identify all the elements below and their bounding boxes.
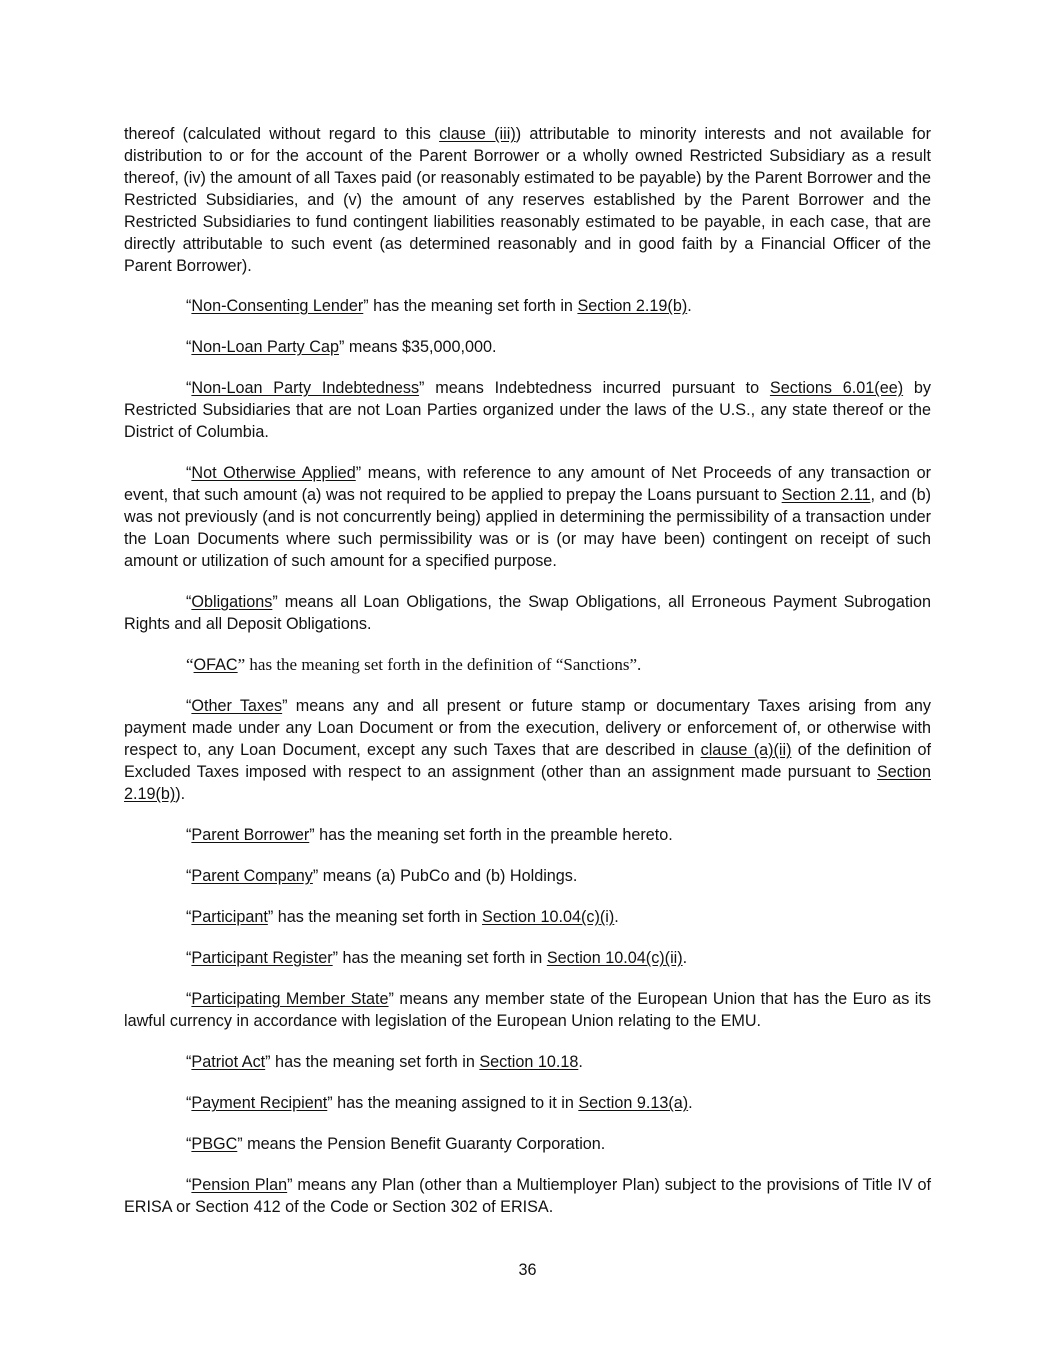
text-run: . [614, 908, 619, 926]
section-reference: Section 10.18 [479, 1053, 579, 1071]
definition-patriot-act: “Patriot Act” has the meaning set forth in Section 10.18. [186, 1053, 583, 1071]
defined-term: Non-Loan Party Indebtedness [191, 379, 420, 397]
definition-participant-register: “Participant Register” has the meaning set forth in Section 10.04(c)(ii). [186, 949, 688, 967]
text-run: ) attributable to minority interests and not available for distribution to or for the account of the Parent Borrower or a wholly owned Restricted Subsidiary as a result thereof, (iv) the amount of all Taxes paid (or reasonably estimated to be payable) by the Parent Borrower and the Restricted Subsidiaries, and (v) the amount of any reserves established by the Parent Borrower and the Restricted Subsidiaries to fund contingent liabilities reasonably estimated to be payable, in each case, that are directly attributable to such event (as determined reasonably and in good faith by a Financial Officer of the Parent Borrower). [124, 125, 931, 275]
text-run: ” has the meaning set forth in [332, 949, 547, 967]
text-run: . [688, 1094, 693, 1112]
open-quote: “ [186, 655, 194, 674]
defined-term: Obligations [191, 593, 273, 611]
document-page-body [124, 123, 931, 1237]
text-run: ” has the meaning set forth in [265, 1053, 480, 1071]
text-run: . [578, 1053, 583, 1071]
definition-payment-recipient: “Payment Recipient” has the meaning assigned to it in Section 9.13(a). [186, 1094, 693, 1112]
section-reference: Section 10.04(c)(ii) [546, 949, 683, 967]
defined-term: PBGC [191, 1135, 238, 1153]
definition-obligations: “Obligations” means all Loan Obligations, the Swap Obligations, all Erroneous Payment Subrogation Rights and all Deposit Obligations. [124, 593, 931, 633]
text-run: thereof (calculated without regard to this [124, 125, 440, 143]
text-run: ” means $35,000,000. [338, 338, 497, 356]
definition-non-loan-party-indebtedness: “Non-Loan Party Indebtedness” means Indebtedness incurred pursuant to Sections 6.01(ee) by Restricted Subsidiaries that are not Loan Parties organized under the laws of the U.S., any state thereof or the District of Columbia. [124, 379, 931, 441]
defined-term: Participant [191, 908, 268, 926]
text-run: ” means any and all present or future stamp or documentary Taxes arising from any payment made under any Loan Document or from the execution, delivery or enforcement of, or otherwise with respect to, any Loan Document, except any such Taxes that are described in [124, 697, 931, 759]
definition-pbgc: “PBGC” means the Pension Benefit Guaranty Corporation. [186, 1135, 606, 1153]
definition-non-consenting-lender: “Non-Consenting Lender” has the meaning set forth in Section 2.19(b). [186, 297, 692, 315]
definition-participant: “Participant” has the meaning set forth in Section 10.04(c)(i). [186, 908, 619, 926]
text-run: ” has the meaning set forth in [267, 908, 483, 926]
defined-term: Parent Borrower [191, 826, 310, 844]
text-run: ” means all Loan Obligations, the Swap Obligations, all Erroneous Payment Subrogation Rights and all Deposit Obligations. [124, 593, 931, 633]
text-run: ” means the Pension Benefit Guaranty Corporation. [237, 1135, 606, 1153]
text-run: by Restricted Subsidiaries that are not Loan Parties organized under the laws of the U.S., any state thereof or the District of Columbia. [124, 379, 931, 441]
defined-term: OFAC [193, 656, 238, 674]
clause-reference: clause (a)(ii) [700, 741, 792, 759]
defined-term: Non-Loan Party Cap [191, 338, 339, 356]
text-run: ” means any Plan (other than a Multiemployer Plan) subject to the provisions of Title IV of ERISA or Section 412 of the Code or Section 302 of ERISA. [124, 1176, 931, 1216]
defined-term: Patriot Act [191, 1053, 266, 1071]
intro-paragraph [124, 123, 931, 277]
section-reference: Section 9.13(a) [578, 1094, 689, 1112]
definition-ofac [124, 654, 931, 676]
text-run: . [687, 297, 692, 315]
text-run: ” has the meaning set forth in the definition of “Sanctions”. [237, 655, 642, 674]
section-reference: Section 10.04(c)(i) [482, 908, 615, 926]
definition-parent-borrower: “Parent Borrower” has the meaning set forth in the preamble hereto. [186, 826, 673, 844]
section-reference: Sections 6.01(ee) [769, 379, 904, 397]
section-reference: Section 2.19(b) [124, 763, 931, 803]
defined-term: Non-Consenting Lender [191, 297, 364, 315]
defined-term: Participating Member State [191, 990, 389, 1008]
text-run: ” means (a) PubCo and (b) Holdings. [312, 867, 578, 885]
text-run: of the definition of Excluded Taxes imposed with respect to an assignment (other than an assignment made pursuant to [124, 741, 931, 781]
text-run: ” has the meaning assigned to it in [327, 1094, 579, 1112]
text-run: ” has the meaning set forth in [363, 297, 578, 315]
defined-term: Other Taxes [191, 697, 283, 715]
text-run: ” has the meaning set forth in the preamble hereto. [309, 826, 673, 844]
page-number: 36 [518, 1261, 537, 1279]
definition-other-taxes: “Other Taxes” means any and all present or future stamp or documentary Taxes arising from any payment made under any Loan Document or from the execution, delivery or enforcement of, or otherwise with respect to, any Loan Document, except any such Taxes that are described in clause (a)(ii) of the definition of Excluded Taxes imposed with respect to an assignment (other than an assignment made pursuant to Section 2.19(b)). [124, 697, 931, 803]
definition-pension-plan: “Pension Plan” means any Plan (other than a Multiemployer Plan) subject to the provisions of Title IV of ERISA or Section 412 of the Code or Section 302 of ERISA. [124, 1176, 931, 1216]
section-reference: Section 2.11 [781, 486, 871, 504]
defined-term: Not Otherwise Applied [191, 464, 356, 482]
text-run: ” means any member state of the European Union that has the Euro as its lawful currency in accordance with legislation of the European Union relating to the EMU. [124, 990, 931, 1030]
defined-term: Parent Company [191, 867, 313, 885]
text-run: ” means Indebtedness incurred pursuant to [419, 379, 770, 397]
defined-term: Payment Recipient [191, 1094, 328, 1112]
defined-term: Pension Plan [191, 1176, 288, 1194]
text-run: , and (b) was not previously (and is not concurrently being) applied in determining the permissibility of a transaction under the Loan Documents where such permissibility was or is (or may have been) contingent on receipt of such amount or utilization of such amount for a specified purpose. [124, 486, 931, 570]
definition-parent-company: “Parent Company” means (a) PubCo and (b) Holdings. [186, 867, 578, 885]
clause-reference: clause (iii) [439, 125, 516, 143]
definition-not-otherwise-applied: “Not Otherwise Applied” means, with reference to any amount of Net Proceeds of any transaction or event, that such amount (a) was not required to be applied to prepay the Loans pursuant to Section 2.11, and (b) was not previously (and is not concurrently being) applied in determining the permissibility of a transaction under the Loan Documents where such permissibility was or is (or may have been) contingent on receipt of such amount or utilization of such amount for a specified purpose. [124, 464, 931, 570]
text-run: ). [175, 785, 186, 803]
section-reference: Section 2.19(b) [577, 297, 688, 315]
text-run: ” means, with reference to any amount of Net Proceeds of any transaction or event, that such amount (a) was not required to be applied to prepay the Loans pursuant to [124, 464, 931, 504]
text-run: . [682, 949, 688, 967]
definition-participating-member-state: “Participating Member State” means any member state of the European Union that has the Euro as its lawful currency in accordance with legislation of the European Union relating to the EMU. [124, 990, 931, 1030]
defined-term: Participant Register [191, 949, 333, 967]
definition-non-loan-party-cap: “Non-Loan Party Cap” means $35,000,000. [186, 338, 497, 356]
